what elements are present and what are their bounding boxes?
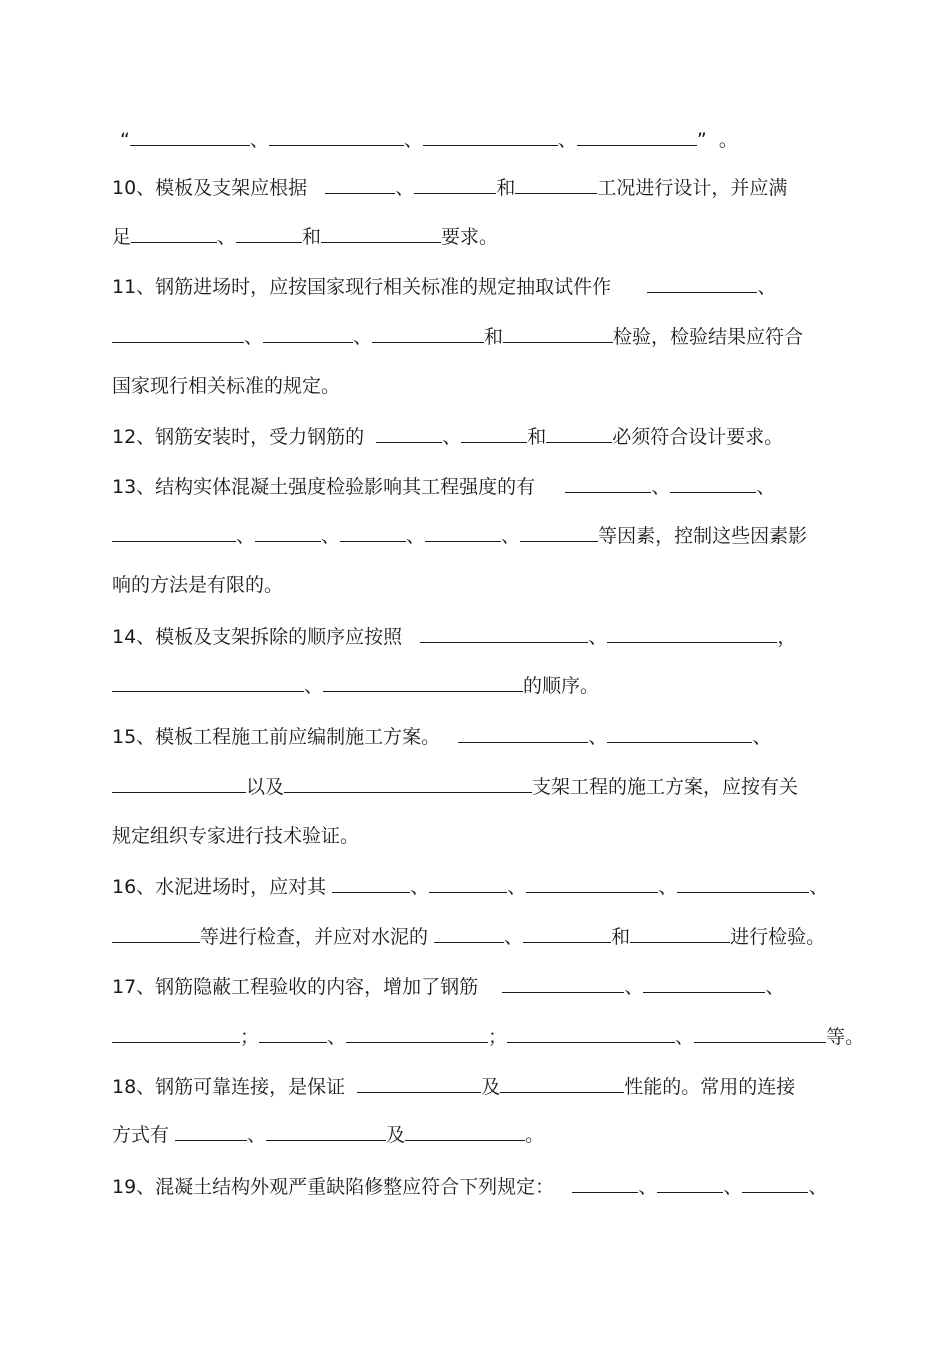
fill-in-blank	[607, 723, 752, 743]
fill-in-blank	[112, 672, 304, 692]
fill-in-blank	[607, 623, 777, 643]
question-text: 、	[624, 976, 644, 998]
fill-in-blank	[565, 473, 651, 493]
question-text: 、	[247, 1124, 267, 1146]
fill-in-blank	[259, 1023, 327, 1043]
question-text: 、	[249, 129, 269, 151]
text-line	[112, 173, 787, 203]
text-line	[112, 922, 825, 952]
question-text: 支架工程的施工方案，应按有关	[532, 776, 799, 798]
question-text: 、	[236, 525, 256, 547]
text-line	[112, 972, 784, 1002]
question-text: ，	[777, 626, 797, 648]
question-text: 及	[481, 1076, 501, 1098]
fill-in-blank	[236, 223, 302, 243]
question-text: 足	[112, 226, 132, 248]
question-text: ；	[240, 1026, 260, 1048]
question-text: 、	[557, 129, 577, 151]
fill-in-blank	[577, 126, 697, 146]
question-text: 和	[611, 926, 631, 948]
fill-in-blank	[515, 174, 597, 194]
question-text: 和	[302, 226, 322, 248]
fill-in-blank	[429, 873, 507, 893]
question-text: ；	[488, 1026, 508, 1048]
question-text: 14、模板及支架拆除的顺序应按照	[112, 626, 421, 648]
fill-in-blank	[423, 126, 558, 146]
question-text: 、	[675, 1026, 695, 1048]
text-line	[112, 1022, 864, 1052]
fill-in-blank	[266, 1121, 386, 1141]
fill-in-blank	[255, 522, 321, 542]
question-text: 19、混凝土结构外观严重缺陷修整应符合下列规定：	[112, 1176, 573, 1198]
fill-in-blank	[414, 174, 496, 194]
text-line	[112, 422, 783, 452]
fill-in-blank	[643, 973, 765, 993]
text-line	[112, 222, 498, 252]
fill-in-blank	[340, 522, 406, 542]
text-line	[112, 1072, 795, 1102]
question-text: 、	[809, 876, 829, 898]
question-text: 、	[756, 476, 776, 498]
question-text: 和	[496, 177, 516, 199]
question-text: 进行检验。	[730, 926, 826, 948]
question-text: 、	[327, 1026, 347, 1048]
question-text: 、	[244, 326, 264, 348]
question-text: 国家现行相关标准的规定。	[112, 375, 341, 397]
fill-in-blank	[175, 1121, 247, 1141]
fill-in-blank	[332, 873, 410, 893]
question-text: 、	[588, 626, 608, 648]
question-text: 、	[304, 675, 324, 697]
question-text: 、	[395, 177, 415, 199]
fill-in-blank	[546, 423, 612, 443]
question-text: 、	[442, 426, 462, 448]
text-line	[112, 472, 775, 502]
question-text: 18、钢筋可靠连接，是保证	[112, 1076, 358, 1098]
fill-in-blank	[284, 773, 532, 793]
text-line	[112, 622, 796, 652]
question-text: 10、模板及支架应根据	[112, 177, 326, 199]
question-text: 等。	[826, 1026, 865, 1048]
fill-in-blank	[323, 672, 523, 692]
fill-in-blank	[130, 126, 250, 146]
fill-in-blank	[647, 273, 757, 293]
question-text: 16、水泥进场时，应对其	[112, 876, 333, 898]
fill-in-blank	[458, 723, 588, 743]
fill-in-blank	[112, 1023, 240, 1043]
text-line	[112, 272, 776, 302]
fill-in-blank	[325, 174, 395, 194]
fill-in-blank	[572, 1173, 638, 1193]
question-text: 响的方法是有限的。	[112, 574, 284, 596]
question-text: 、	[757, 276, 777, 298]
question-text: 、	[808, 1176, 828, 1198]
fill-in-blank	[502, 973, 624, 993]
question-text: 、	[410, 876, 430, 898]
fill-in-blank	[523, 923, 611, 943]
question-text: 方式有	[112, 1124, 176, 1146]
question-text: 检验，检验结果应符合	[613, 326, 804, 348]
fill-in-blank	[112, 323, 244, 343]
question-text: 17、钢筋隐蔽工程验收的内容，增加了钢筋	[112, 976, 503, 998]
text-line	[112, 872, 828, 902]
question-text: 、	[403, 129, 423, 151]
fill-in-blank	[346, 1023, 488, 1043]
question-text: 、	[723, 1176, 743, 1198]
fill-in-blank	[520, 522, 598, 542]
fill-in-blank	[461, 423, 527, 443]
fill-in-blank	[112, 923, 200, 943]
question-text: 和	[484, 326, 504, 348]
fill-in-blank	[263, 323, 353, 343]
fill-in-blank	[526, 873, 658, 893]
question-text: ” 。	[696, 129, 738, 151]
question-text: 的顺序。	[523, 675, 600, 697]
text-line	[112, 1120, 544, 1150]
question-text: 、	[406, 525, 426, 547]
question-text: 、	[504, 926, 524, 948]
question-text: 等进行检查，并应对水泥的	[200, 926, 435, 948]
fill-in-blank	[112, 522, 236, 542]
text-line	[112, 722, 771, 752]
fill-in-blank	[503, 323, 613, 343]
question-text: 等因素，控制这些因素影	[598, 525, 808, 547]
fill-in-blank	[131, 223, 217, 243]
fill-in-blank	[742, 1173, 808, 1193]
fill-in-blank	[507, 1023, 675, 1043]
question-text: 、	[765, 976, 785, 998]
fill-in-blank	[376, 423, 442, 443]
question-text: 以及	[246, 776, 285, 798]
fill-in-blank	[357, 1073, 481, 1093]
fill-in-blank	[112, 773, 246, 793]
question-text: 、	[507, 876, 527, 898]
fill-in-blank	[677, 873, 809, 893]
question-text: 、	[752, 726, 772, 748]
fill-in-blank	[630, 923, 730, 943]
question-text: 必须符合设计要求。	[612, 426, 784, 448]
question-text: 、	[321, 525, 341, 547]
question-text: 、	[353, 326, 373, 348]
question-text: 、	[217, 226, 237, 248]
fill-in-blank	[372, 323, 484, 343]
fill-in-blank	[420, 623, 588, 643]
question-text: 13、结构实体混凝土强度检验影响其工程强度的有	[112, 476, 566, 498]
question-text: 、	[638, 1176, 658, 1198]
text-line	[112, 1172, 827, 1202]
question-text: 12、钢筋安装时，受力钢筋的	[112, 426, 377, 448]
text-line	[112, 521, 807, 551]
fill-in-blank	[405, 1121, 525, 1141]
text-line	[112, 570, 283, 600]
text-line	[120, 125, 738, 155]
question-text: “	[120, 129, 130, 151]
question-text: 、	[651, 476, 671, 498]
fill-in-blank	[670, 473, 756, 493]
text-line	[112, 772, 798, 802]
question-text: 、	[588, 726, 608, 748]
question-text: 、	[501, 525, 521, 547]
fill-in-blank	[657, 1173, 723, 1193]
text-line	[112, 821, 359, 851]
question-text: 11、钢筋进场时，应按国家现行相关标准的规定抽取试件作	[112, 276, 648, 298]
question-text: 要求。	[441, 226, 499, 248]
text-line	[112, 371, 340, 401]
fill-in-blank	[321, 223, 441, 243]
question-text: 15、模板工程施工前应编制施工方案。	[112, 726, 459, 748]
fill-in-blank	[425, 522, 501, 542]
question-text: 性能的。常用的连接	[624, 1076, 796, 1098]
fill-in-blank	[694, 1023, 826, 1043]
question-text: 。	[525, 1124, 545, 1146]
question-text: 及	[386, 1124, 406, 1146]
text-line	[112, 322, 803, 352]
fill-in-blank	[500, 1073, 624, 1093]
text-line	[112, 671, 599, 701]
question-text: 工况进行设计，并应满	[597, 177, 788, 199]
question-text: 规定组织专家进行技术验证。	[112, 825, 360, 847]
question-text: 和	[527, 426, 547, 448]
question-text: 、	[658, 876, 678, 898]
fill-in-blank	[434, 923, 504, 943]
fill-in-blank	[269, 126, 404, 146]
